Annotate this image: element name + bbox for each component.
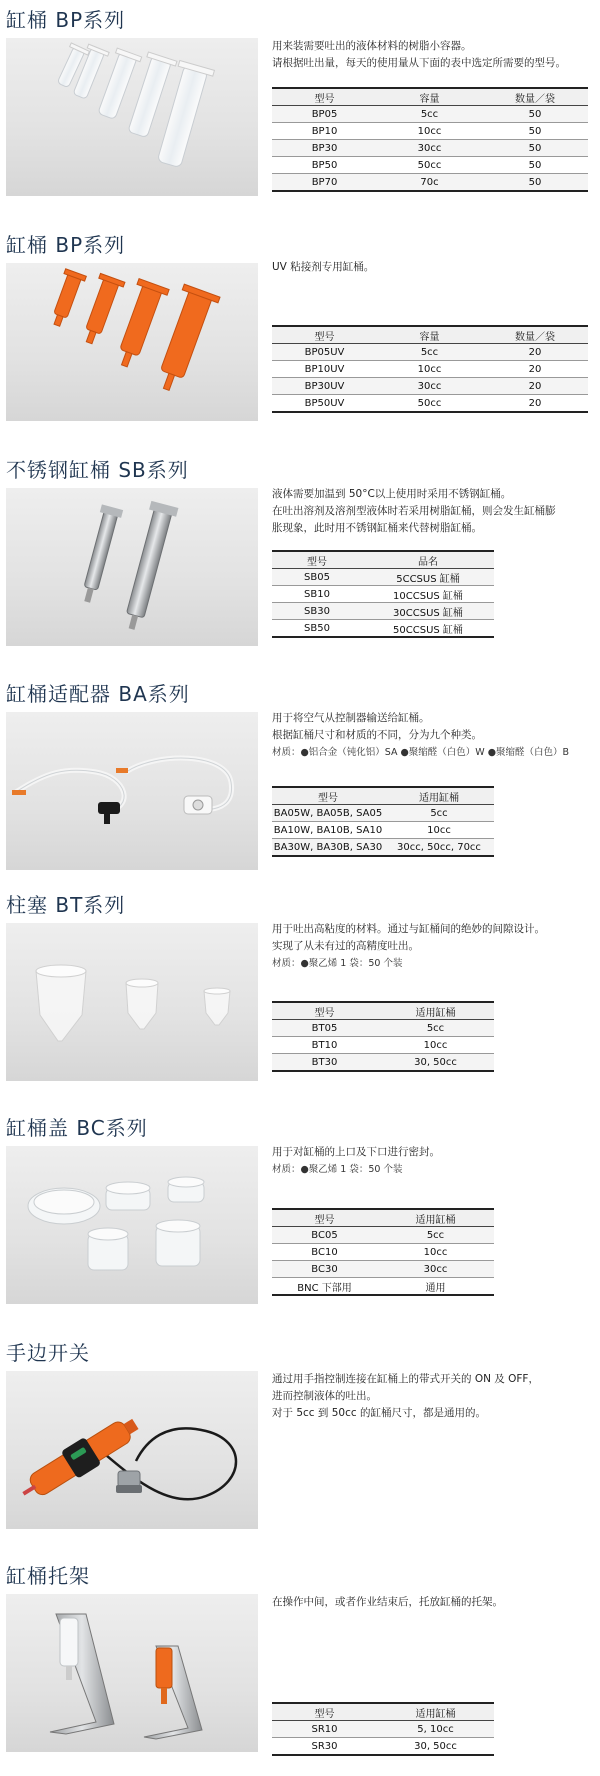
table-cell: 50	[482, 140, 588, 157]
product-photo-stand	[6, 1594, 258, 1752]
section-title: 手边开关	[6, 1341, 90, 1365]
table-row	[272, 157, 588, 174]
table-cell: 5CCSUS 缸桶	[362, 569, 494, 586]
table-cell: BP05UV	[272, 344, 377, 361]
material-note: 材质：●铝合金（钝化铝）SA ●聚缩醛（白色）W ●聚缩醛（白色）B	[272, 747, 570, 758]
table-cell: BT30	[272, 1054, 377, 1072]
table-row	[272, 140, 588, 157]
desc-line: 通过用手指控制连接在缸桶上的带式开关的 ON 及 OFF，	[272, 1373, 539, 1385]
table-cell: 5cc	[377, 1227, 494, 1244]
table-row	[272, 1227, 494, 1244]
table-cell: BA05W, BA05B, SA05	[272, 805, 384, 822]
table-cell: BA30W, BA30B, SA30	[272, 839, 384, 857]
desc-line: 胀现象，此时用不锈钢缸桶来代替树脂缸桶。	[272, 522, 482, 534]
table-cell: 50	[482, 157, 588, 174]
table-cell: 10CCSUS 缸桶	[362, 586, 494, 603]
table-header: 容量	[377, 326, 482, 344]
table-header: 适用缸桶	[384, 787, 494, 805]
table-cell: SB05	[272, 569, 362, 586]
table-cell: 50CCSUS 缸桶	[362, 620, 494, 638]
section-description	[272, 921, 545, 972]
desc-line: 用于对缸桶的上口及下口进行密封。	[272, 1146, 440, 1158]
table-row	[272, 1020, 494, 1037]
table-row	[272, 123, 588, 140]
section-title: 缸桶盖 BC系列	[6, 1116, 148, 1140]
spec-table	[272, 1001, 494, 1072]
table-row	[272, 378, 588, 395]
table-header: 适用缸桶	[377, 1002, 494, 1020]
spec-table	[272, 550, 494, 638]
section-description	[272, 1594, 503, 1611]
table-cell: 20	[482, 395, 588, 413]
section-description	[272, 1144, 440, 1178]
table-header: 适用缸桶	[377, 1703, 494, 1721]
section-title: 柱塞 BT系列	[6, 893, 126, 917]
desc-line: 在吐出溶剂及溶剂型液体时若采用树脂缸桶，则会发生缸桶膨	[272, 505, 556, 517]
material-note: 材质：●聚乙烯 1 袋：50 个装	[272, 1164, 403, 1175]
table-header: 数量／袋	[482, 326, 588, 344]
section-description	[272, 710, 569, 761]
desc-line: 用于吐出高粘度的材料。通过与缸桶间的绝妙的间隙设计。	[272, 923, 545, 935]
table-cell: BP05	[272, 106, 377, 123]
table-cell: BT05	[272, 1020, 377, 1037]
spec-table	[272, 325, 588, 413]
desc-line: 对于 5cc 到 50cc 的缸桶尺寸，都是通用的。	[272, 1407, 486, 1419]
desc-line: UV 粘接剂专用缸桶。	[272, 261, 375, 273]
table-cell: 20	[482, 361, 588, 378]
section-bp-uv-series	[0, 225, 600, 425]
product-photo-hand-switch	[6, 1371, 258, 1529]
table-cell: 50	[482, 174, 588, 192]
table-cell: BNC 下部用	[272, 1278, 377, 1296]
table-cell: 10cc	[377, 361, 482, 378]
table-cell: BP50UV	[272, 395, 377, 413]
table-cell: BP70	[272, 174, 377, 192]
table-cell: SB10	[272, 586, 362, 603]
spec-table	[272, 786, 494, 857]
table-row	[272, 603, 494, 620]
table-cell: SR30	[272, 1738, 377, 1756]
section-title: 缸桶托架	[6, 1564, 90, 1588]
product-photo-uv-syringes	[6, 263, 258, 421]
table-header: 型号	[272, 88, 377, 106]
table-row	[272, 361, 588, 378]
desc-line: 液体需要加温到 50°C以上使用时采用不锈钢缸桶。	[272, 488, 512, 500]
table-cell: BC10	[272, 1244, 377, 1261]
table-cell: 50cc	[377, 395, 482, 413]
table-cell: BP30UV	[272, 378, 377, 395]
desc-line: 用于将空气从控制器输送给缸桶。	[272, 712, 430, 724]
table-cell: 30CCSUS 缸桶	[362, 603, 494, 620]
table-cell: SB30	[272, 603, 362, 620]
spec-table	[272, 1208, 494, 1296]
table-cell: BT10	[272, 1037, 377, 1054]
desc-line: 请根据吐出量，每天的使用量从下面的表中选定所需要的型号。	[272, 57, 566, 69]
product-photo-bp-syringes	[6, 38, 258, 196]
table-cell: BC05	[272, 1227, 377, 1244]
table-cell: BP50	[272, 157, 377, 174]
table-cell: BP10UV	[272, 361, 377, 378]
table-row	[272, 344, 588, 361]
product-photo-stainless-syringes	[6, 488, 258, 646]
table-row	[272, 1261, 494, 1278]
table-cell: 10cc	[384, 822, 494, 839]
table-cell: 5cc	[384, 805, 494, 822]
table-cell: 10cc	[377, 1244, 494, 1261]
spec-table	[272, 1702, 494, 1756]
table-cell: BC30	[272, 1261, 377, 1278]
desc-line: 根据缸桶尺寸和材质的不同，分为九个种类。	[272, 729, 482, 741]
table-row	[272, 1278, 494, 1296]
table-cell: 30cc, 50cc, 70cc	[384, 839, 494, 857]
table-header: 型号	[272, 1209, 377, 1227]
table-cell: SR10	[272, 1721, 377, 1738]
table-cell: BP30	[272, 140, 377, 157]
table-cell: 5cc	[377, 344, 482, 361]
table-cell: 30cc	[377, 1261, 494, 1278]
table-header: 适用缸桶	[377, 1209, 494, 1227]
desc-line: 实现了从未有过的高精度吐出。	[272, 940, 419, 952]
table-cell: BA10W, BA10B, SA10	[272, 822, 384, 839]
table-row	[272, 822, 494, 839]
table-cell: 50cc	[377, 157, 482, 174]
section-title: 不锈钢缸桶 SB系列	[6, 458, 189, 482]
table-row	[272, 395, 588, 413]
table-header: 品名	[362, 551, 494, 569]
section-ba-series	[0, 674, 600, 874]
table-row	[272, 569, 494, 586]
section-bt-series	[0, 885, 600, 1085]
table-row	[272, 620, 494, 638]
section-bp-series	[0, 0, 600, 200]
table-cell: 20	[482, 344, 588, 361]
table-cell: 5, 10cc	[377, 1721, 494, 1738]
table-cell: 10cc	[377, 1037, 494, 1054]
desc-line: 在操作中间，或者作业结束后，托放缸桶的托架。	[272, 1596, 503, 1608]
section-title: 缸桶 BP系列	[6, 8, 126, 32]
material-note: 材质：●聚乙烯 1 袋：50 个装	[272, 958, 403, 969]
table-cell: 70c	[377, 174, 482, 192]
table-cell: 5cc	[377, 1020, 494, 1037]
table-cell: 30, 50cc	[377, 1738, 494, 1756]
table-cell: 30cc	[377, 140, 482, 157]
table-header: 型号	[272, 326, 377, 344]
table-header: 型号	[272, 551, 362, 569]
desc-line: 用来装需要吐出的液体材料的树脂小容器。	[272, 40, 472, 52]
section-description	[272, 259, 374, 276]
desc-line: 进而控制液体的吐出。	[272, 1390, 377, 1402]
table-cell: 5cc	[377, 106, 482, 123]
product-photo-pistons	[6, 923, 258, 1081]
product-photo-adapter	[6, 712, 258, 870]
table-row	[272, 1244, 494, 1261]
table-row	[272, 839, 494, 857]
table-header: 型号	[272, 1703, 377, 1721]
section-description	[272, 1371, 539, 1422]
table-row	[272, 1738, 494, 1756]
table-header: 容量	[377, 88, 482, 106]
product-photo-caps	[6, 1146, 258, 1304]
table-row	[272, 805, 494, 822]
section-title: 缸桶适配器 BA系列	[6, 682, 190, 706]
table-header: 数量／袋	[482, 88, 588, 106]
table-row	[272, 1037, 494, 1054]
table-cell: 50	[482, 123, 588, 140]
section-syringe-stand	[0, 1556, 600, 1766]
section-title: 缸桶 BP系列	[6, 233, 126, 257]
table-cell: 30, 50cc	[377, 1054, 494, 1072]
spec-table	[272, 87, 588, 192]
table-row	[272, 174, 588, 192]
section-bc-series	[0, 1108, 600, 1308]
table-cell: 20	[482, 378, 588, 395]
table-row	[272, 106, 588, 123]
table-cell: SB50	[272, 620, 362, 638]
table-row	[272, 1721, 494, 1738]
section-description	[272, 486, 556, 537]
section-sb-series	[0, 450, 600, 650]
section-hand-switch	[0, 1333, 600, 1533]
table-row	[272, 1054, 494, 1072]
table-cell: 30cc	[377, 378, 482, 395]
table-header: 型号	[272, 1002, 377, 1020]
table-cell: 通用	[377, 1278, 494, 1296]
table-cell: 50	[482, 106, 588, 123]
table-header: 型号	[272, 787, 384, 805]
table-cell: 10cc	[377, 123, 482, 140]
table-cell: BP10	[272, 123, 377, 140]
table-row	[272, 586, 494, 603]
section-description	[272, 38, 566, 72]
